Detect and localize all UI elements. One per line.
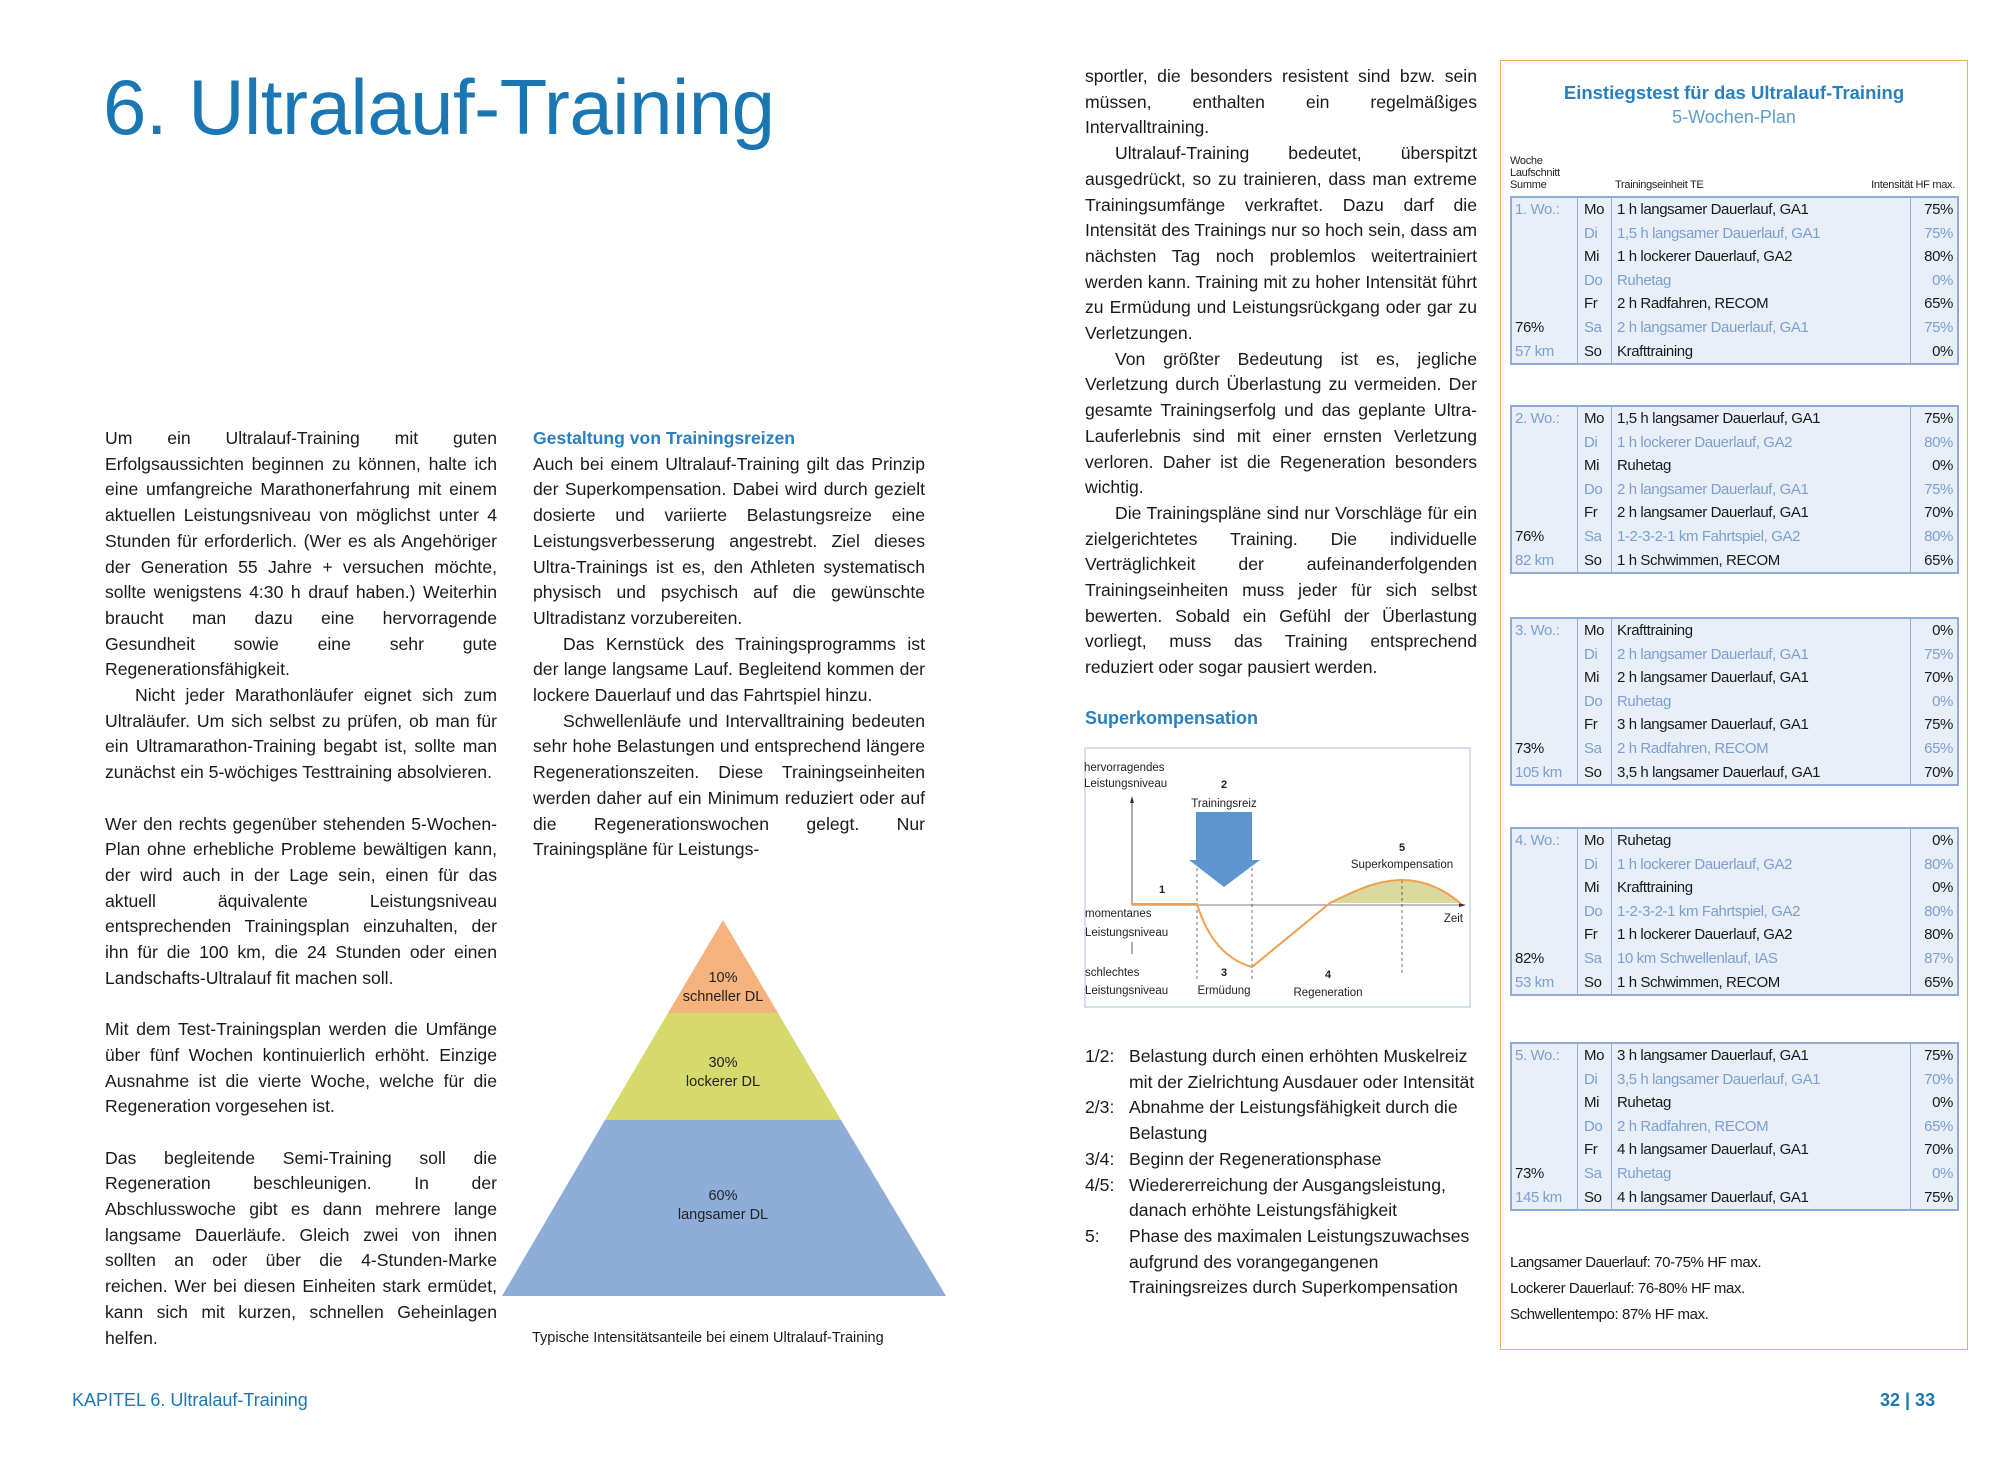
paragraph: Die Trainingspläne sind nur Vorschläge für ein zielgerichtetes Training. Die individuelle Verträglichkeit der aufeinanderfolgenden Trainingseinheiten muss jeder für sich selbst bewerten. Sobald ein Gefühl der Überlastung vorliegt, muss das Training entsprechend reduziert oder sogar pausiert werden. xyxy=(1085,502,1477,678)
paragraph: sportler, die besonders resistent sind bzw. sein müssen, enthalten ein regelmäßiges Intervalltraining. xyxy=(1085,66,1477,138)
pyramid-base-pct: 60% xyxy=(708,1188,738,1204)
week-info: 73% xyxy=(1512,1162,1578,1186)
week-info: 145 km xyxy=(1512,1186,1578,1210)
paragraph: Ultralauf-Training bedeutet, überspitzt ausgedrückt, so zu trainieren, dass man extreme Trainingsumfänge verkraftet. Dazu darf die Intensität des Trainings nur so hoch sein, dass am nächsten Tag noch problemlos weitertrainiert werden kann. Training mit zu hoher Intensität führt zu Ermüdung und Leistungsrückgang oder gar zu Verletzungen. xyxy=(1085,143,1477,344)
training-unit-cell: 1,5 h langsamer Dauerlauf, GA1 xyxy=(1612,407,1911,431)
training-unit-cell: Krafttraining xyxy=(1612,619,1911,643)
training-unit-cell: Krafttraining xyxy=(1612,340,1911,364)
day-cell: Di xyxy=(1578,643,1612,667)
week-info: 4. Wo.: xyxy=(1512,829,1578,853)
table-row xyxy=(1512,478,1957,502)
day-cell: Fr xyxy=(1578,501,1612,525)
pyramid-mid-pct: 30% xyxy=(708,1055,738,1071)
paragraph: Wer den rechts gegenüber stehenden 5-Wochen-Plan ohne erhebliche Probleme bewältigen kann, der wird auch in der Lage sein, einen für das aktuell äquivalente Leistungsniveau entsprechenden Trainingsplan einzuhalten, der ihn für die 100 km, die 24 Stunden oder einen Landschafts-Ultralauf fit machen soll. xyxy=(105,813,497,988)
training-unit-cell: 2 h langsamer Dauerlauf, GA1 xyxy=(1612,501,1911,525)
training-unit-cell: 1 h Schwimmen, RECOM xyxy=(1612,971,1911,995)
week-info xyxy=(1512,923,1578,947)
pyramid-mid-label: lockerer DL xyxy=(685,1074,761,1090)
intensity-cell: 0% xyxy=(1932,879,1953,897)
day-cell: Mi xyxy=(1578,454,1612,478)
intensity-cell: 0% xyxy=(1932,832,1953,849)
training-unit-cell: 2 h Radfahren, RECOM xyxy=(1612,737,1911,761)
day-cell: Do xyxy=(1578,1115,1612,1139)
week-info xyxy=(1512,245,1578,269)
table-row xyxy=(1512,1044,1957,1068)
training-unit-cell: Ruhetag xyxy=(1612,269,1911,293)
training-unit-cell: 3,5 h langsamer Dauerlauf, GA1 xyxy=(1612,1068,1911,1092)
paragraph: Von größter Bedeutung ist es, jegliche Verletzung durch Überlastung zu vermeiden. Der gesamte Trainingserfolg und das geplante Ultra-Lauferlebnis sind mit einer ernsten Verletzung verloren. Daher ist die Regeneration besonders wichtig. xyxy=(1085,348,1477,498)
table-row xyxy=(1512,431,1957,455)
pyramid-top-pct: 10% xyxy=(708,970,738,986)
day-cell: Fr xyxy=(1578,713,1612,737)
training-unit-cell: 2 h langsamer Dauerlauf, GA1 xyxy=(1612,666,1911,690)
training-unit-cell: 3 h langsamer Dauerlauf, GA1 xyxy=(1612,1044,1911,1068)
phase-number: 4 xyxy=(1324,969,1332,981)
week-info xyxy=(1512,690,1578,714)
day-cell: Mi xyxy=(1578,245,1612,269)
training-unit-cell: 2 h langsamer Dauerlauf, GA1 xyxy=(1612,478,1911,502)
day-cell: Di xyxy=(1578,1068,1612,1092)
training-unit-cell: 1 h lockerer Dauerlauf, GA2 xyxy=(1612,923,1911,947)
intensity-cell: 70% xyxy=(1924,1070,1953,1088)
week-info: 76% xyxy=(1512,525,1578,549)
footer-chapter: KAPITEL 6. Ultralauf-Training xyxy=(72,1390,308,1410)
table-row xyxy=(1512,316,1957,340)
intensity-cell: 75% xyxy=(1924,645,1953,663)
legend-item xyxy=(1085,1147,1485,1173)
training-unit-cell: 4 h langsamer Dauerlauf, GA1 xyxy=(1612,1186,1911,1210)
intensity-cell: 80% xyxy=(1924,855,1953,873)
y-label-mid: momentanes xyxy=(1085,908,1152,920)
paragraph: Das begleitende Semi-Training soll die Regeneration beschleunigen. In der Abschlusswoche gibt es dann mehrere lange langsame Dauerläufe. Gleich zwei von ihnen sollten an oder über die 4-Stunden-Marke reichen. Wer bei diesen Einheiten stark ermüdet, kann sich mit kurzen, schnellen Geheinlagen helfen. xyxy=(105,1147,497,1348)
text-column-1 xyxy=(105,426,497,1351)
day-cell: Do xyxy=(1578,478,1612,502)
intensity-cell: 0% xyxy=(1932,622,1953,639)
note: Schwellentempo: 87% HF max. xyxy=(1510,1306,1709,1323)
day-cell: Mo xyxy=(1578,407,1612,431)
day-cell: Sa xyxy=(1578,316,1612,340)
header-summe: Summe xyxy=(1510,179,1547,191)
training-unit-cell: 1 h lockerer Dauerlauf, GA2 xyxy=(1612,431,1911,455)
intensity-cell: 80% xyxy=(1924,926,1953,944)
pyramid-top-label: schneller DL xyxy=(682,989,764,1005)
paragraph: Auch bei einem Ultralauf-Training gilt das Prinzip der Superkompensation. Dabei wird durch gezielt dosierte und variierte Belastungsreize eine Leistungsverbesserung angestrebt. Ziel dieses Ultra-Trainings ist es, den Athleten systematisch physisch und psychisch auf die gewünschte Ultradistanz vorzubereiten. xyxy=(533,453,925,628)
table-row xyxy=(1512,666,1957,690)
day-cell: Sa xyxy=(1578,737,1612,761)
day-cell: Do xyxy=(1578,690,1612,714)
table-row xyxy=(1512,1162,1957,1186)
intensity-cell: 80% xyxy=(1924,433,1953,451)
week-info: 82 km xyxy=(1512,549,1578,573)
week-info xyxy=(1512,431,1578,455)
table-row xyxy=(1512,713,1957,737)
day-cell: Sa xyxy=(1578,1162,1612,1186)
table-row xyxy=(1512,971,1957,995)
training-unit-cell: Ruhetag xyxy=(1612,1091,1911,1115)
training-unit-cell: 1-2-3-2-1 km Fahrtspiel, GA2 xyxy=(1612,900,1911,924)
week-info xyxy=(1512,1138,1578,1162)
chapter-title: 6. Ultralauf-Training xyxy=(103,63,775,151)
intensity-cell: 80% xyxy=(1924,902,1953,920)
training-unit-cell: 3,5 h langsamer Dauerlauf, GA1 xyxy=(1612,761,1911,785)
intensity-cell: 0% xyxy=(1932,271,1953,289)
legend-text: Abnahme der Leistungsfähigkeit durch die Belastung xyxy=(1129,1097,1458,1144)
text-column-3 xyxy=(1085,64,1477,681)
legend-key: 2/3: xyxy=(1085,1097,1115,1118)
text-column-2 xyxy=(533,426,925,863)
table-row xyxy=(1512,1091,1957,1115)
intensity-cell: 0% xyxy=(1932,1094,1953,1112)
table-row xyxy=(1512,222,1957,246)
phase-label: Ermüdung xyxy=(1197,985,1251,997)
intensity-pyramid xyxy=(500,910,970,1310)
training-unit-cell: Ruhetag xyxy=(1612,690,1911,714)
note: Langsamer Dauerlauf: 70-75% HF max. xyxy=(1510,1254,1762,1271)
table-row xyxy=(1512,876,1957,900)
legend-text: Beginn der Regenerationsphase xyxy=(1129,1148,1382,1169)
day-cell: Mi xyxy=(1578,666,1612,690)
legend-key: 3/4: xyxy=(1085,1148,1115,1169)
week-info xyxy=(1512,454,1578,478)
intensity-cell: 75% xyxy=(1924,318,1953,336)
table-row xyxy=(1512,1115,1957,1139)
intensity-cell: 75% xyxy=(1924,224,1953,242)
intensity-cell: 65% xyxy=(1924,739,1953,757)
paragraph: Mit dem Test-Trainingsplan werden die Umfänge über fünf Wochen kontinuierlich erhöht. Einzige Ausnahme ist die vierte Woche, welche für die Regeneration vorgesehen ist. xyxy=(105,1019,497,1117)
training-unit-cell: 1-2-3-2-1 km Fahrtspiel, GA2 xyxy=(1612,525,1911,549)
training-unit-cell: 3 h langsamer Dauerlauf, GA1 xyxy=(1612,713,1911,737)
day-cell: Fr xyxy=(1578,292,1612,316)
training-unit-cell: 1 h langsamer Dauerlauf, GA1 xyxy=(1612,198,1911,222)
week-table xyxy=(1510,405,1959,574)
legend-text: Belastung durch einen erhöhten Muskelreiz mit der Zielrichtung Ausdauer oder Intensität xyxy=(1129,1046,1475,1092)
table-row xyxy=(1512,853,1957,877)
x-axis-label: Zeit xyxy=(1443,913,1463,925)
week-info xyxy=(1512,269,1578,293)
legend-item xyxy=(1085,1173,1485,1224)
day-cell: So xyxy=(1578,549,1612,573)
week-info: 76% xyxy=(1512,316,1578,340)
intensity-cell: 0% xyxy=(1932,692,1953,710)
day-cell: Mi xyxy=(1578,1091,1612,1115)
intensity-cell: 70% xyxy=(1924,763,1953,781)
pyramid-caption: Typische Intensitätsanteile bei einem Ultralauf-Training xyxy=(532,1330,884,1346)
table-row xyxy=(1512,1186,1957,1210)
week-info: 3. Wo.: xyxy=(1512,619,1578,643)
intensity-cell: 70% xyxy=(1924,1141,1953,1159)
week-info: 57 km xyxy=(1512,340,1578,364)
week-info: 1. Wo.: xyxy=(1512,198,1578,222)
table-row xyxy=(1512,245,1957,269)
header-week xyxy=(1510,155,1560,191)
intensity-cell: 75% xyxy=(1924,201,1953,218)
day-cell: Fr xyxy=(1578,1138,1612,1162)
training-unit-cell: Ruhetag xyxy=(1612,829,1911,853)
table-row xyxy=(1512,407,1957,431)
week-info xyxy=(1512,900,1578,924)
y-label-top: hervorragendes xyxy=(1084,762,1165,774)
intensity-cell: 0% xyxy=(1932,342,1953,360)
paragraph: Nicht jeder Marathonläufer eignet sich zum Ultraläufer. Um sich selbst zu prüfen, ob man für ein Ultramarathon-Training begabt ist, sollte man zunächst ein 5-wöchiges Testtraining absolvieren. xyxy=(105,685,497,783)
y-label-top: Leistungsniveau xyxy=(1084,778,1168,790)
y-label-mid: Leistungsniveau xyxy=(1085,927,1169,939)
day-cell: So xyxy=(1578,761,1612,785)
y-label-low: Leistungsniveau xyxy=(1085,985,1169,997)
table-row xyxy=(1512,549,1957,573)
phase-label: Superkompensation xyxy=(1350,859,1454,871)
paragraph: Das Kernstück des Trainingsprogramms ist der lange langsame Lauf. Begleitend kommen der lockere Dauerlauf und das Fahrtspiel hinzu. xyxy=(533,633,925,706)
legend-item xyxy=(1085,1044,1485,1095)
legend-key: 1/2: xyxy=(1085,1046,1115,1066)
intensity-cell: 70% xyxy=(1924,504,1953,522)
intensity-cell: 0% xyxy=(1932,457,1953,475)
header-laufschnitt: Laufschnitt xyxy=(1510,167,1560,179)
phase-number: 2 xyxy=(1220,779,1228,791)
legend-item xyxy=(1085,1224,1485,1301)
week-info: 2. Wo.: xyxy=(1512,407,1578,431)
training-unit-cell: 1 h Schwimmen, RECOM xyxy=(1612,549,1911,573)
day-cell: Mi xyxy=(1578,876,1612,900)
table-row xyxy=(1512,643,1957,667)
intensity-cell: 70% xyxy=(1924,669,1953,687)
day-cell: Di xyxy=(1578,222,1612,246)
week-table xyxy=(1510,196,1959,365)
table-row xyxy=(1512,690,1957,714)
week-info xyxy=(1512,501,1578,525)
superkompensation-legend xyxy=(1085,1044,1485,1301)
week-info xyxy=(1512,713,1578,737)
table-row xyxy=(1512,1068,1957,1092)
intensity-cell: 75% xyxy=(1924,716,1953,734)
training-unit-cell: 4 h langsamer Dauerlauf, GA1 xyxy=(1612,1138,1911,1162)
week-info xyxy=(1512,222,1578,246)
training-unit-cell: 1 h lockerer Dauerlauf, GA2 xyxy=(1612,245,1911,269)
training-unit-cell: 10 km Schwellenlauf, IAS xyxy=(1612,947,1911,971)
legend-text: Phase des maximalen Leistungszuwachses aufgrund des vorangegangenen Trainingsreizes durch Superkompensation xyxy=(1129,1225,1470,1298)
legend-text: Wiedererreichung der Ausgangsleistung, danach erhöhte Leistungsfähigkeit xyxy=(1129,1174,1446,1221)
intensity-cell: 75% xyxy=(1924,1047,1953,1064)
table-row xyxy=(1512,292,1957,316)
header-intensity: Intensität HF max. xyxy=(1871,179,1955,191)
week-table xyxy=(1510,827,1959,996)
day-cell: Mo xyxy=(1578,829,1612,853)
pyramid-base-label: langsamer DL xyxy=(677,1207,769,1223)
week-info xyxy=(1512,1115,1578,1139)
day-cell: Di xyxy=(1578,431,1612,455)
intensity-cell: 75% xyxy=(1924,1188,1953,1206)
phase-number: 1 xyxy=(1158,884,1166,896)
phase-label: Regeneration xyxy=(1293,987,1363,999)
plan-subtitle: 5-Wochen-Plan xyxy=(1672,107,1796,127)
table-row xyxy=(1512,501,1957,525)
training-unit-cell: Ruhetag xyxy=(1612,454,1911,478)
day-cell: Mo xyxy=(1578,1044,1612,1068)
header-training-unit: Trainingseinheit TE xyxy=(1615,179,1704,191)
day-cell: Mo xyxy=(1578,198,1612,222)
week-info xyxy=(1512,1091,1578,1115)
section-heading: Gestaltung von Trainingsreizen xyxy=(533,428,795,448)
intensity-cell: 65% xyxy=(1924,1117,1953,1135)
week-info: 105 km xyxy=(1512,761,1578,785)
table-row xyxy=(1512,947,1957,971)
legend-key: 5: xyxy=(1085,1225,1100,1246)
week-table xyxy=(1510,617,1959,786)
plan-title: Einstiegstest für das Ultralauf-Training xyxy=(1563,82,1905,103)
table-row xyxy=(1512,619,1957,643)
table-row xyxy=(1512,900,1957,924)
training-unit-cell: 1 h lockerer Dauerlauf, GA2 xyxy=(1612,853,1911,877)
header-woche: Woche xyxy=(1510,155,1543,167)
day-cell: Di xyxy=(1578,853,1612,877)
week-info xyxy=(1512,292,1578,316)
paragraph: Schwellenläufe und Intervalltraining bedeuten sehr hohe Belastungen und entsprechend längere Regenerationszeiten. Diese Trainingseinheiten werden daher auf ein Minimum reduziert oder auf die Regenerationswochen gelegt. Nur Trainingspläne für Leistungs- xyxy=(533,710,925,860)
week-info xyxy=(1512,853,1578,877)
intensity-cell: 65% xyxy=(1924,973,1953,991)
phase-number: 3 xyxy=(1220,967,1228,979)
training-unit-cell: 2 h langsamer Dauerlauf, GA1 xyxy=(1612,643,1911,667)
intensity-cell: 75% xyxy=(1924,480,1953,498)
intensity-cell: 80% xyxy=(1924,527,1953,545)
table-row xyxy=(1512,198,1957,222)
legend-key: 4/5: xyxy=(1085,1174,1115,1195)
intensity-cell: 75% xyxy=(1924,410,1953,427)
training-unit-cell: Ruhetag xyxy=(1612,1162,1911,1186)
table-row xyxy=(1512,454,1957,478)
week-info: 53 km xyxy=(1512,971,1578,995)
week-info: 82% xyxy=(1512,947,1578,971)
table-row xyxy=(1512,923,1957,947)
day-cell: Sa xyxy=(1578,525,1612,549)
day-cell: So xyxy=(1578,340,1612,364)
training-unit-cell: 2 h Radfahren, RECOM xyxy=(1612,1115,1911,1139)
week-info xyxy=(1512,666,1578,690)
day-cell: Do xyxy=(1578,269,1612,293)
intensity-cell: 80% xyxy=(1924,248,1953,266)
training-unit-cell: 1,5 h langsamer Dauerlauf, GA1 xyxy=(1612,222,1911,246)
week-info xyxy=(1512,1068,1578,1092)
day-cell: So xyxy=(1578,971,1612,995)
table-row xyxy=(1512,340,1957,364)
phase-label: Trainingsreiz xyxy=(1191,798,1257,810)
week-info xyxy=(1512,643,1578,667)
week-info xyxy=(1512,876,1578,900)
week-table xyxy=(1510,1042,1959,1211)
training-unit-cell: 2 h Radfahren, RECOM xyxy=(1612,292,1911,316)
page-numbers: 32 | 33 xyxy=(1880,1390,1936,1410)
superkompensation-heading: Superkompensation xyxy=(1085,708,1259,728)
intensity-cell: 87% xyxy=(1924,949,1953,967)
intensity-cell: 65% xyxy=(1924,295,1953,313)
week-info xyxy=(1512,478,1578,502)
day-cell: So xyxy=(1578,1186,1612,1210)
training-unit-cell: 2 h langsamer Dauerlauf, GA1 xyxy=(1612,316,1911,340)
table-row xyxy=(1512,737,1957,761)
paragraph: Um ein Ultralauf-Training mit guten Erfolgsaussichten beginnen zu können, halte ich eine umfangreiche Marathonerfahrung mit einem aktuellen Leistungsniveau von möglichst unter 4 Stunden für erforderlich. (Wer es als Angehöriger der Generation 55 Jahre + versuchen möchte, sollte wenigstens 4:30 h drauf haben.) Weiterhin braucht man dazu eine hervorragende Gesundheit sowie eine sehr gute Regenerationsfähigkeit. xyxy=(105,428,497,680)
day-cell: Sa xyxy=(1578,947,1612,971)
day-cell: Fr xyxy=(1578,923,1612,947)
table-row xyxy=(1512,525,1957,549)
phase-number: 5 xyxy=(1398,842,1406,854)
table-row xyxy=(1512,829,1957,853)
week-info: 73% xyxy=(1512,737,1578,761)
superkompensation-diagram xyxy=(1080,740,1480,1020)
note: Lockerer Dauerlauf: 76-80% HF max. xyxy=(1510,1280,1745,1297)
table-row xyxy=(1512,1138,1957,1162)
intensity-cell: 65% xyxy=(1924,551,1953,569)
table-row xyxy=(1512,269,1957,293)
legend-item xyxy=(1085,1095,1485,1146)
table-row xyxy=(1512,761,1957,785)
day-cell: Do xyxy=(1578,900,1612,924)
week-info: 5. Wo.: xyxy=(1512,1044,1578,1068)
intensity-cell: 0% xyxy=(1932,1164,1953,1182)
y-label-low: schlechtes xyxy=(1085,967,1140,979)
training-unit-cell: Krafttraining xyxy=(1612,876,1911,900)
day-cell: Mo xyxy=(1578,619,1612,643)
